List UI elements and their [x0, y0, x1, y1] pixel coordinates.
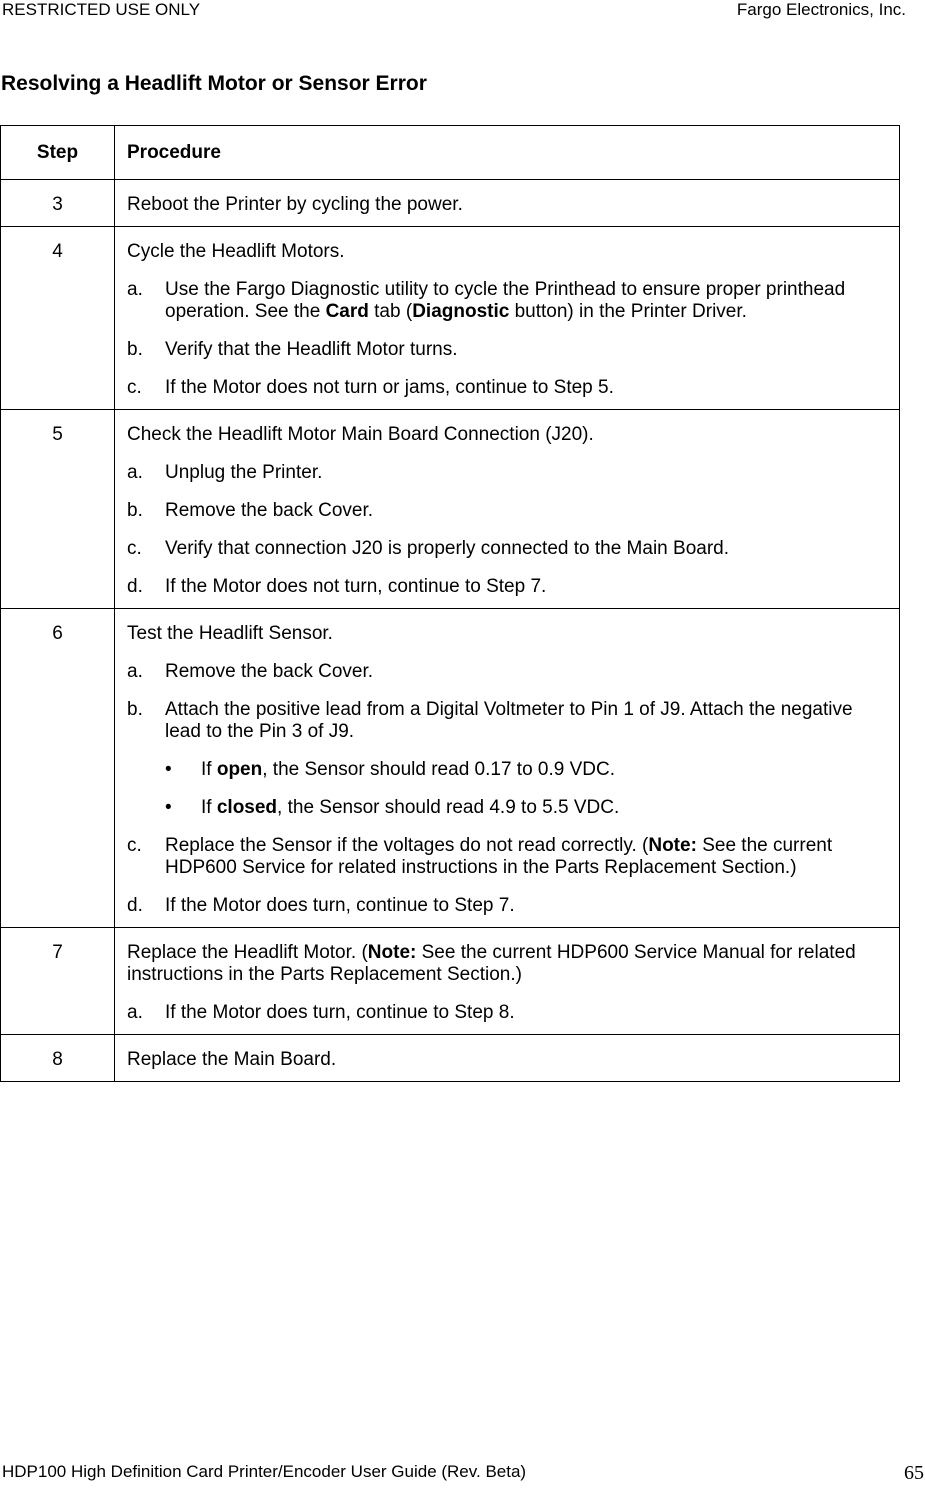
substep: [127, 279, 887, 323]
procedure-cell: [115, 227, 900, 410]
bold-text: open: [216, 759, 263, 780]
bullet-icon: •: [165, 797, 172, 818]
text-run: Use the Fargo Diagnostic utility to cycle the Printhead to ensure proper printhead operation. See the: [165, 279, 846, 322]
bold-text: Note:: [648, 835, 697, 856]
text-run: tab (: [368, 301, 413, 322]
text-run: If: [201, 797, 217, 818]
substep-letter: a.: [127, 1002, 143, 1023]
table-row: [1, 928, 900, 1035]
procedure-text: Cycle the Headlift Motors.: [127, 241, 345, 262]
procedure-cell: [115, 1035, 900, 1082]
bold-text: Card: [325, 301, 369, 322]
substep: [127, 699, 887, 743]
substep-letter: b.: [127, 699, 143, 720]
table-row: [1, 180, 900, 227]
substep-text: If the Motor does not turn, continue to Step 7.: [165, 576, 547, 597]
substep-text: Unplug the Printer.: [165, 462, 323, 483]
procedure-text: Reboot the Printer by cycling the power.: [127, 194, 463, 215]
substep-letter: c.: [127, 538, 142, 559]
substep-text: If the Motor does turn, continue to Step 7.: [165, 895, 515, 916]
table-row: [1, 609, 900, 928]
substep-letter: b.: [127, 339, 143, 360]
substep: [127, 377, 887, 399]
step-number: 5: [1, 410, 115, 609]
substep: [127, 835, 887, 879]
page-number: 65: [904, 1462, 924, 1484]
step-number: 8: [1, 1035, 115, 1082]
text-run: Replace the Sensor if the voltages do not read correctly. (: [165, 835, 649, 856]
bullet-item: [165, 797, 887, 819]
procedure-table: [0, 125, 900, 1082]
table-row: [1, 1035, 900, 1082]
substep-text: Verify that the Headlift Motor turns.: [165, 339, 458, 360]
substep-text: [165, 835, 887, 879]
table-row: [1, 410, 900, 609]
procedure-cell: [115, 609, 900, 928]
footer-guide-title: HDP100 High Definition Card Printer/Encoder User Guide (Rev. Beta): [2, 1462, 527, 1481]
substep: [127, 1002, 887, 1024]
substep-letter: d.: [127, 576, 143, 597]
substep: [127, 661, 887, 683]
procedure-text: Check the Headlift Motor Main Board Connection (J20).: [127, 424, 594, 445]
bullet-text: [201, 759, 615, 781]
substep-text: Remove the back Cover.: [165, 661, 374, 682]
procedure-text: [127, 942, 887, 986]
substep-letter: c.: [127, 377, 142, 398]
substep: [127, 339, 887, 361]
substep-letter: a.: [127, 661, 143, 682]
step-number: 4: [1, 227, 115, 410]
table-row: [1, 227, 900, 410]
text-run: If: [201, 759, 217, 780]
procedure-cell: [115, 180, 900, 227]
substep-text: Verify that connection J20 is properly connected to the Main Board.: [165, 538, 729, 559]
substep-letter: b.: [127, 500, 143, 521]
substep-text: If the Motor does turn, continue to Step 8.: [165, 1002, 515, 1023]
bold-text: closed: [216, 797, 278, 818]
text-run: , the Sensor should read 0.17 to 0.9 VDC.: [262, 759, 616, 780]
substep: [127, 462, 887, 484]
text-run: See the current HDP600 Service for related instructions in the Parts Replacement Section.): [165, 835, 833, 878]
bold-text: Diagnostic: [412, 301, 510, 322]
substep-text: Remove the back Cover.: [165, 500, 374, 521]
step-number: 3: [1, 180, 115, 227]
procedure-cell: [115, 410, 900, 609]
text-run: Replace the Headlift Motor. (: [127, 942, 368, 963]
bold-text: Note:: [367, 942, 417, 963]
substep-letter: a.: [127, 279, 143, 300]
substep-letter: a.: [127, 462, 143, 483]
substep-text: Attach the positive lead from a Digital Voltmeter to Pin 1 of J9. Attach the negative lead to the Pin 3 of J9.: [165, 699, 853, 742]
substep-letter: d.: [127, 895, 143, 916]
text-run: See the current HDP600 Service Manual for related instructions in the Parts Replacement Section.): [127, 942, 856, 985]
step-number: 7: [1, 928, 115, 1035]
column-header-procedure: Procedure: [115, 126, 900, 180]
bullet-text: [201, 797, 619, 819]
substep: [127, 576, 887, 598]
substep-text: If the Motor does not turn or jams, continue to Step 5.: [165, 377, 614, 398]
header-restricted: RESTRICTED USE ONLY: [2, 0, 201, 19]
substep: [127, 500, 887, 522]
step-number: 6: [1, 609, 115, 928]
substep: [127, 538, 887, 560]
header-company: Fargo Electronics, Inc.: [736, 0, 906, 19]
substep-text: [165, 279, 887, 323]
bullet-icon: •: [165, 759, 172, 780]
text-run: , the Sensor should read 4.9 to 5.5 VDC.: [277, 797, 620, 818]
bullet-item: [165, 759, 887, 781]
column-header-step: Step: [1, 126, 115, 180]
substep-letter: c.: [127, 835, 142, 856]
substep: [127, 895, 887, 917]
text-run: button) in the Printer Driver.: [509, 301, 747, 322]
table-header-row: [1, 126, 900, 180]
page-title: Resolving a Headlift Motor or Sensor Error: [1, 72, 427, 95]
procedure-text: Replace the Main Board.: [127, 1049, 337, 1070]
procedure-cell: [115, 928, 900, 1035]
procedure-text: Test the Headlift Sensor.: [127, 623, 333, 644]
